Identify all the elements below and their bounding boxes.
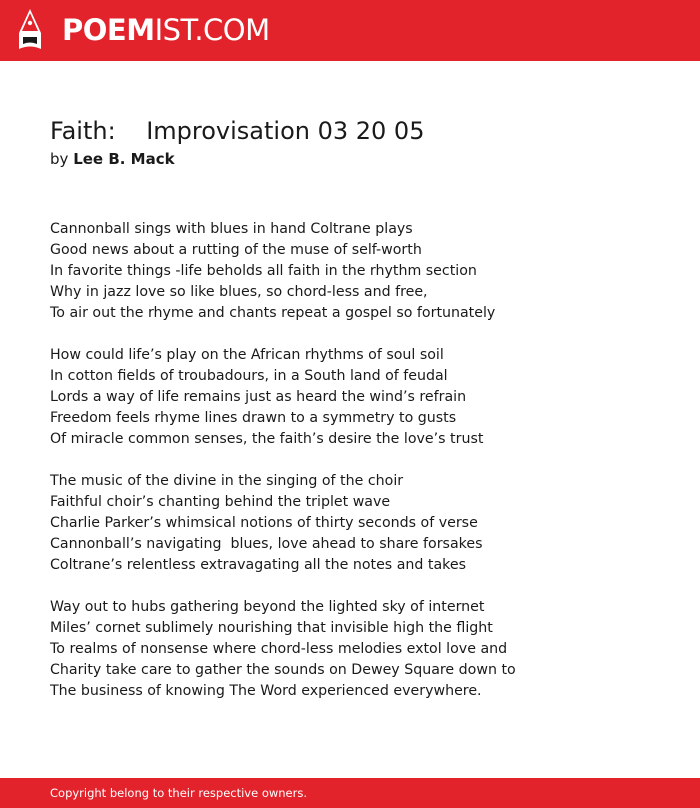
author-name[interactable]: Lee B. Mack <box>73 150 175 168</box>
stanza <box>50 219 670 324</box>
poem-line: Charlie Parker’s whimsical notions of thirty seconds of verse <box>50 515 478 531</box>
poem-line: Coltrane’s relentless extravagating all the notes and takes <box>50 557 466 573</box>
poem-line: Why in jazz love so like blues, so chord-less and free, <box>50 284 428 300</box>
poem-title: Faith: Improvisation 03 20 05 <box>50 117 425 145</box>
poem-line: Cannonball’s navigating blues, love ahead to share forsakes <box>50 536 483 552</box>
poem-line: In favorite things -life beholds all faith in the rhythm section <box>50 263 477 279</box>
poem-line: To realms of nonsense where chord-less melodies extol love and <box>50 641 508 657</box>
stanza <box>50 471 670 576</box>
poem-line: In cotton fields of troubadours, in a South land of feudal <box>50 368 448 384</box>
poem-line: How could life’s play on the African rhythms of soul soil <box>50 347 444 363</box>
stanza <box>50 597 670 702</box>
site-header <box>0 0 700 61</box>
copyright-notice: Copyright belong to their respective owners. <box>50 786 308 800</box>
poem-line: Way out to hubs gathering beyond the lighted sky of internet <box>50 599 485 615</box>
poem-body <box>50 219 670 723</box>
byline <box>50 150 175 168</box>
poem-line: The business of knowing The Word experienced everywhere. <box>50 683 482 699</box>
site-logo[interactable] <box>62 12 270 48</box>
poem-line: Faithful choir’s chanting behind the triplet wave <box>50 494 391 510</box>
poem-line: Miles’ cornet sublimely nourishing that invisible high the flight <box>50 620 493 636</box>
poem-line: Cannonball sings with blues in hand Coltrane plays <box>50 221 413 237</box>
poem-line: The music of the divine in the singing of the choir <box>50 473 404 489</box>
poem-line: Lords a way of life remains just as heard the wind’s refrain <box>50 389 467 405</box>
by-label: by <box>50 150 69 168</box>
site-footer <box>0 778 700 808</box>
brand-light-text: IST.COM <box>154 13 270 47</box>
poem-line: Charity take care to gather the sounds on Dewey Square down to <box>50 662 516 678</box>
pen-nib-icon[interactable] <box>18 9 42 51</box>
poem-line: Of miracle common senses, the faith’s desire the love’s trust <box>50 431 484 447</box>
poem-line: Good news about a rutting of the muse of self-worth <box>50 242 422 258</box>
poem-line: To air out the rhyme and chants repeat a gospel so fortunately <box>50 305 496 321</box>
stanza <box>50 345 670 450</box>
poem-line: Freedom feels rhyme lines drawn to a symmetry to gusts <box>50 410 457 426</box>
brand-bold-text: POEM <box>62 13 155 47</box>
